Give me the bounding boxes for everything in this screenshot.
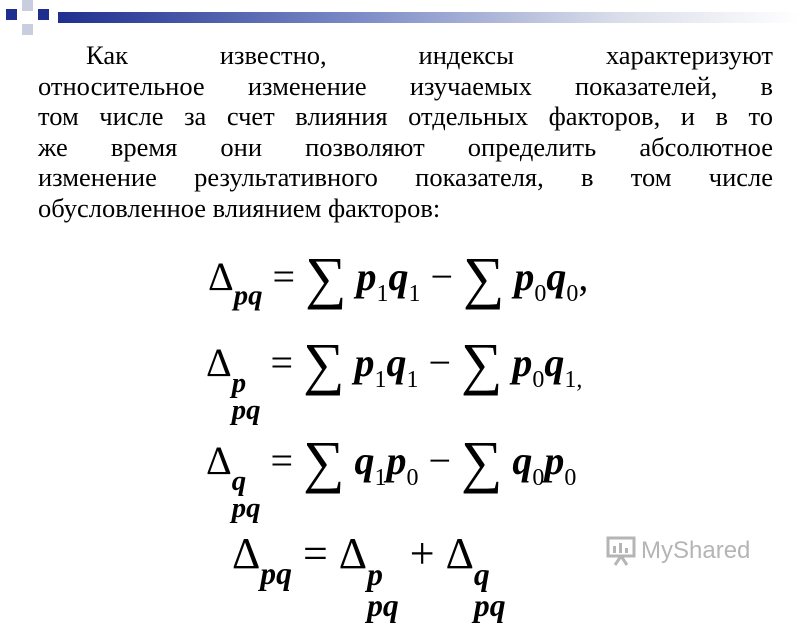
formula-quantity-change: Δ q pq = ∑ $q_1p_0$ − ∑ $q_0p_0$ <box>206 429 577 525</box>
body-paragraph <box>38 40 773 223</box>
decor-square <box>6 9 17 20</box>
decor-square <box>38 9 49 20</box>
paragraph-line: обусловленное влиянием факторов: <box>38 192 441 223</box>
watermark <box>605 536 750 566</box>
paragraph-line: относительное изменение изучаемых показателей, в <box>38 70 773 101</box>
decor-square <box>22 0 33 11</box>
presentation-board-icon <box>605 536 637 566</box>
formula-price-change: Δ p pq = ∑ $p_1q_1$ − ∑ $p_0q_{1,}$ <box>206 331 583 427</box>
header-bar <box>58 12 800 23</box>
paragraph-line: же время они позволяют определить абсолютное <box>38 131 773 162</box>
formula-total-change: $\Delta_{pq}$ = ∑ $p_1q_1$ − ∑ $p_0q_0$, <box>208 245 589 312</box>
formula-decomposition: $\Delta_{pq} = \Delta$ p pq + Δ q pq <box>232 529 506 623</box>
paragraph-line: том числе за счет влияния отдельных факторов, и в то <box>38 101 773 131</box>
paragraph-line: изменение результативного показателя, в том числе <box>38 162 773 192</box>
decor-square <box>22 24 33 35</box>
paragraph-line: Как известно, индексы характеризуют <box>86 40 773 70</box>
watermark-text: MyShared <box>641 537 751 564</box>
